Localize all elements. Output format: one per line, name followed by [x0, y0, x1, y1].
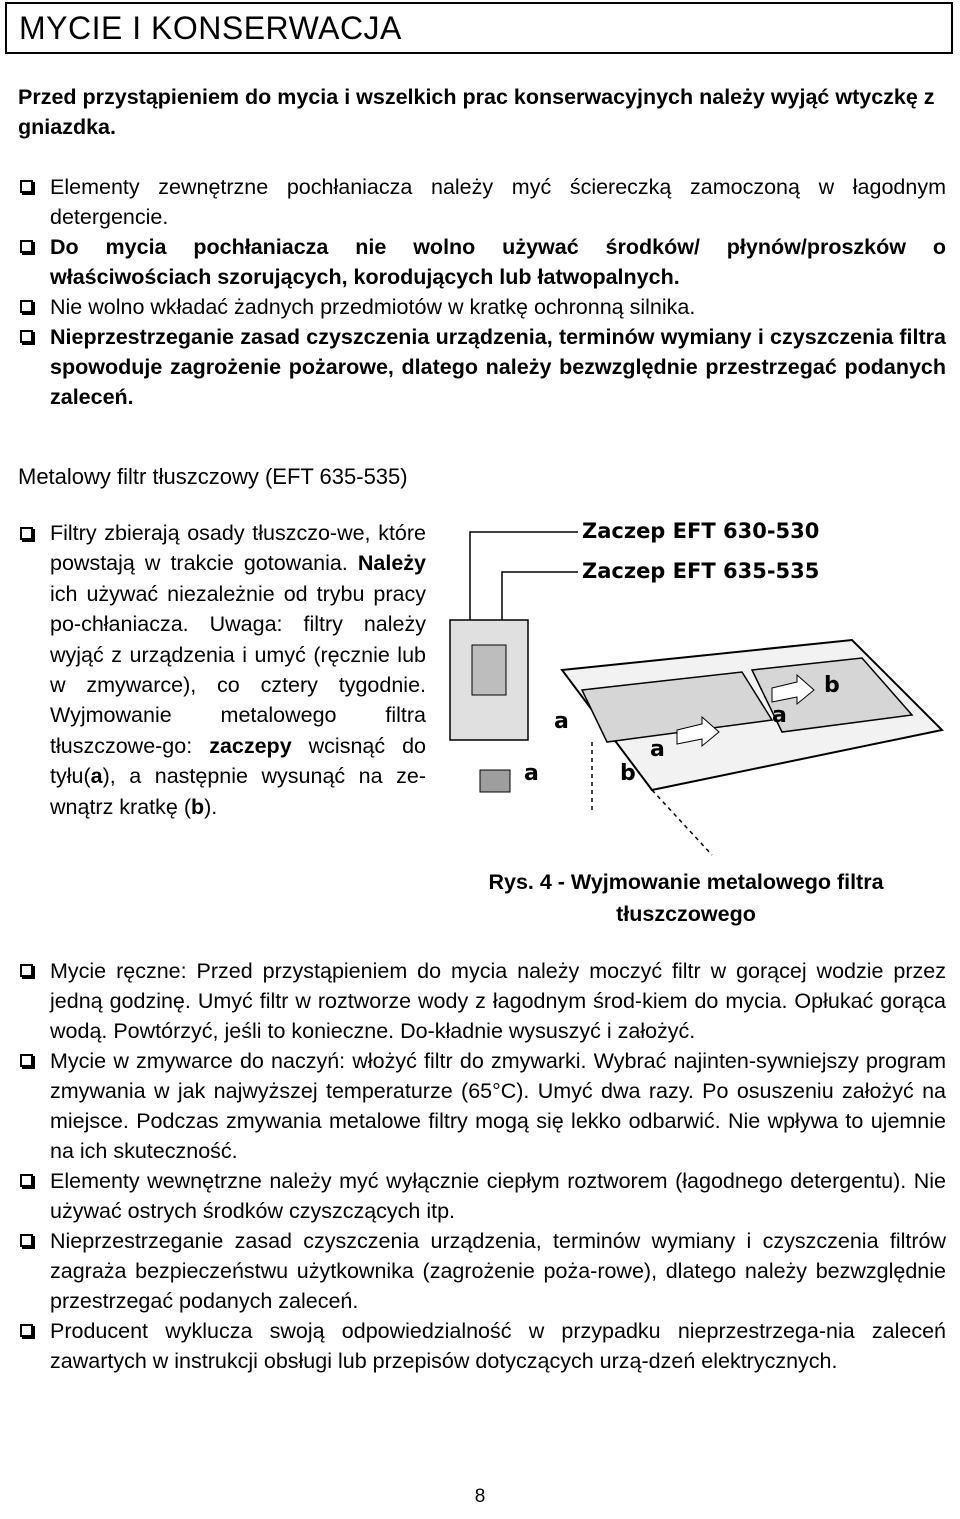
checkbox-icon — [20, 330, 33, 343]
list-item — [18, 1166, 946, 1226]
section-heading: Metalowy filtr tłuszczowy (EFT 635-535) — [18, 464, 408, 489]
filter-text-part: wcisnąć do tyłu( — [50, 733, 426, 789]
list-item — [18, 172, 946, 232]
letter-b: b — [824, 673, 840, 698]
checkbox-icon — [20, 1234, 33, 1247]
list-item-text: Nieprzestrzeganie zasad czyszczenia urządzenia, terminów wymiany i czyszczenia filtrów zagraża bezpieczeństwu użytkownika (zagrożenie poża-rowe), dlatego należy bezwzględnie przestrzegać podanych zaleceń. — [50, 1229, 946, 1313]
upper-bullet-list — [18, 172, 946, 412]
caption-line: tłuszczowego — [616, 902, 756, 926]
filter-text-part: Filtry zbierają osady tłuszczo-we, które powstają w trakcie gotowania. — [50, 521, 426, 576]
page-number: 8 — [474, 1486, 486, 1507]
list-item — [18, 1046, 946, 1166]
figure-caption — [440, 866, 932, 930]
list-item — [18, 322, 946, 412]
list-item-text: Elementy wewnętrzne należy myć wyłącznie ciepłym roztworem (łagodnego detergentu). Nie używać ostrych środków czyszczących itp. — [50, 1169, 946, 1223]
leader-line — [502, 572, 578, 620]
list-item-text: Mycie w zmywarce do naczyń: włożyć filtr do zmywarki. Wybrać najinten-sywniejszy program zmywania w jak najwyższej temperaturze (65°C). Umyć dwa razy. Po osuszeniu założyć na miejsce. Podczas zmywania metalowe filtry mogą się lekko odbarwić. Nie wpływa to ujemnie na ich skuteczność. — [50, 1049, 946, 1163]
dotted-guide — [652, 790, 712, 855]
figure-label-eft-635-535: Zaczep EFT 635-535 — [582, 559, 820, 583]
figure-label-eft-630-530: Zaczep EFT 630-530 — [582, 519, 820, 543]
list-item-text: Elementy zewnętrzne pochłaniacza należy myć ściereczką zamoczoną w łagodnym detergencie. — [50, 175, 946, 229]
lower-bullet-list — [18, 956, 946, 1376]
list-item-text: Mycie ręczne: Przed przystąpieniem do mycia należy moczyć filtr w gorącej wodzie przez jedną godzinę. Umyć filtr w roztworze wody z łagodnym środ-kiem do mycia. Opłukać gorąca wodą. Powtórzyć, jeśli to konieczne. Do-kładnie wysuszyć i założyć. — [50, 959, 946, 1043]
checkbox-icon — [20, 240, 33, 253]
letter-a: a — [772, 703, 787, 728]
filter-text-part: ). — [204, 794, 218, 819]
list-item — [18, 956, 946, 1046]
list-item — [18, 292, 946, 322]
leader-line — [470, 532, 578, 620]
list-item-text: Nie wolno wkładać żadnych przedmiotów w kratkę ochronną silnika. — [50, 295, 696, 319]
checkbox-icon — [20, 1324, 33, 1337]
filter-text-bold: zaczepy — [209, 733, 292, 758]
list-item — [18, 1226, 946, 1316]
filter-text-bold: Należy — [357, 551, 426, 576]
filter-text-bold: b — [190, 794, 205, 819]
list-item-text: Producent wyklucza swoją odpowiedzialność w przypadku nieprzestrzega-nia zaleceń zawartych w instrukcji obsługi lub przepisów dotyczących urzą-dzeń elektrycznych. — [50, 1319, 946, 1373]
letter-a: a — [554, 709, 569, 734]
list-item-text: Do mycia pochłaniacza nie wolno używać środków/ płynów/proszków o właściwościach szorujących, korodujących lub łatwopalnych. — [50, 235, 946, 289]
checkbox-icon — [20, 1174, 33, 1187]
checkbox-icon — [20, 964, 33, 977]
detail-latch — [472, 645, 506, 695]
letter-b: b — [620, 761, 636, 786]
filter-text-part: ich używać niezależnie od trybu pracy po-chłaniacza. Uwaga: filtry należy wyjąć z urządzenia i umyć (ręcznie lub w zmywarce), co cztery tygodnie. Wyjmowanie metalowego filtra tłuszczowe-go: — [50, 581, 426, 758]
filter-description — [18, 518, 426, 822]
list-item — [18, 1316, 946, 1376]
caption-line: Rys. 4 - Wyjmowanie metalowego filtra — [488, 870, 884, 894]
checkbox-icon — [20, 180, 33, 193]
filter-text-bold: a — [90, 764, 103, 789]
letter-a: a — [650, 737, 665, 762]
filter-removal-figure — [442, 510, 952, 870]
checkbox-icon — [20, 300, 33, 313]
filter-text-part: ), a następnie wysunąć na ze-wnątrz kratkę ( — [50, 764, 426, 819]
intro-warning: Przed przystąpieniem do mycia i wszelkich prac konserwacyjnych należy wyjąć wtyczkę z gniazdka. — [18, 85, 935, 139]
page-title: MYCIE I KONSERWACJA — [19, 10, 402, 46]
list-item-text: Nieprzestrzeganie zasad czyszczenia urządzenia, terminów wymiany i czyszczenia filtra spowoduje zagrożenie pożarowe, dlatego należy bezwzględnie przestrzegać podanych zaleceń. — [50, 325, 946, 409]
checkbox-icon — [20, 1054, 33, 1067]
detail-latch-2 — [480, 770, 510, 792]
title-box — [5, 2, 953, 54]
list-item — [18, 232, 946, 292]
letter-a: a — [524, 761, 539, 786]
checkbox-icon — [20, 527, 33, 540]
